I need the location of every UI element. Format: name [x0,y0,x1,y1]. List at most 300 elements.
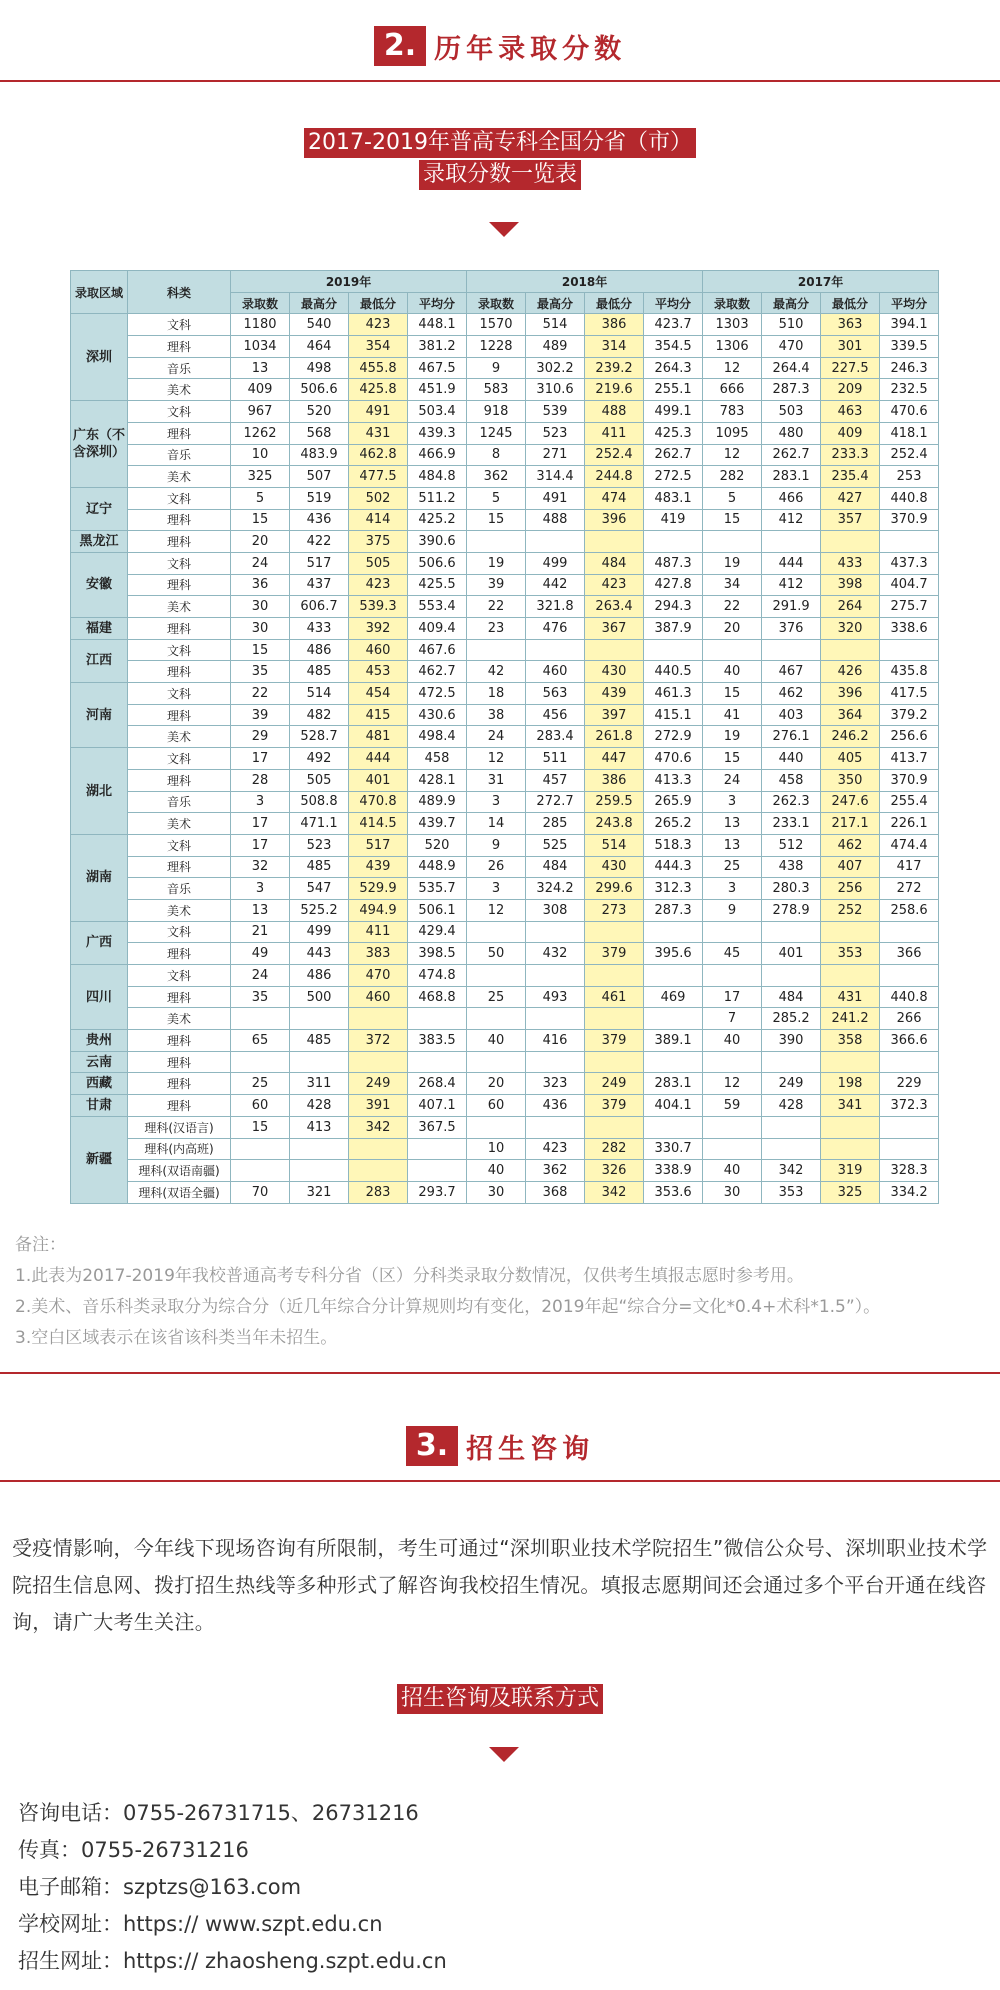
type-cell: 理科 [128,336,231,358]
value-cell: 401 [762,943,821,965]
value-cell [231,1138,290,1160]
value-cell: 540 [290,314,349,336]
value-cell: 253 [880,466,939,488]
min-score-cell: 405 [821,748,880,770]
value-cell: 34 [703,574,762,596]
table-row [71,899,939,921]
value-cell: 38 [467,704,526,726]
type-cell: 音乐 [128,444,231,466]
table-row [71,596,939,618]
value-cell: 49 [231,943,290,965]
table-notes [15,1230,990,1354]
value-cell: 427.8 [644,574,703,596]
min-score-cell [585,965,644,987]
min-score-cell: 342 [349,1116,408,1138]
section-3-number: 3. [406,1426,458,1466]
value-cell: 508.8 [290,791,349,813]
min-score-cell: 460 [349,986,408,1008]
header-min: 最低分 [349,292,408,314]
value-cell: 20 [231,531,290,553]
type-cell: 理科(双语全疆) [128,1181,231,1203]
value-cell: 12 [703,357,762,379]
value-cell: 409 [231,379,290,401]
table-row [71,726,939,748]
value-cell: 432 [526,943,585,965]
value-cell [880,1138,939,1160]
min-score-cell [585,1051,644,1073]
value-cell [880,965,939,987]
min-score-cell [349,1008,408,1030]
value-cell: 17 [231,748,290,770]
value-cell: 13 [231,357,290,379]
value-cell [762,639,821,661]
section-2-title: 历年录取分数 [434,33,627,65]
value-cell [880,1051,939,1073]
type-cell: 音乐 [128,878,231,900]
min-score-cell: 354 [349,336,408,358]
min-score-cell: 409 [821,422,880,444]
value-cell: 13 [703,813,762,835]
value-cell: 362 [526,1160,585,1182]
value-cell: 456 [526,704,585,726]
min-score-cell: 233.3 [821,444,880,466]
value-cell: 367.5 [408,1116,467,1138]
value-cell: 271 [526,444,585,466]
value-cell [467,531,526,553]
value-cell: 1570 [467,314,526,336]
value-cell: 278.9 [762,899,821,921]
value-cell [526,531,585,553]
value-cell: 275.7 [880,596,939,618]
value-cell: 407.1 [408,1095,467,1117]
value-cell: 476 [526,618,585,640]
min-score-cell: 414.5 [349,813,408,835]
header-year-2019: 2019年 [231,271,467,293]
value-cell: 366 [880,943,939,965]
min-score-cell: 505 [349,552,408,574]
value-cell: 485 [290,1030,349,1052]
contact-school-site[interactable]: 学校网址：https:// www.szpt.edu.cn [18,1912,383,1936]
value-cell: 272 [880,878,939,900]
value-cell: 520 [290,401,349,423]
min-score-cell: 430 [585,661,644,683]
value-cell: 417.5 [880,683,939,705]
min-score-cell: 411 [349,921,408,943]
value-cell: 264.3 [644,357,703,379]
min-score-cell: 431 [821,986,880,1008]
note-3: 3.空白区域表示在该省该科类当年未招生。 [15,1328,338,1348]
table-row [71,487,939,509]
value-cell [644,1008,703,1030]
type-cell: 理科(汉语言) [128,1116,231,1138]
type-cell: 理科 [128,856,231,878]
value-cell: 499 [290,921,349,943]
table-row [71,965,939,987]
value-cell [644,639,703,661]
value-cell: 413.3 [644,769,703,791]
table-row [71,618,939,640]
note-1: 1.此表为2017-2019年我校普通高考专科分省（区）分科类录取分数情况，仅供考生填报志愿时参考用。 [15,1266,804,1286]
value-cell: 523 [290,834,349,856]
value-cell: 17 [703,986,762,1008]
value-cell: 283.1 [644,1073,703,1095]
value-cell: 783 [703,401,762,423]
contact-banner-text: 招生咨询及联系方式 [397,1684,603,1714]
table-row [71,379,939,401]
table-row [71,856,939,878]
table-header-years [71,271,939,293]
value-cell [526,921,585,943]
value-cell: 467.5 [408,357,467,379]
min-score-cell: 383 [349,943,408,965]
header-max: 最高分 [526,292,585,314]
value-cell: 25 [231,1073,290,1095]
type-cell: 理科 [128,509,231,531]
min-score-cell: 273 [585,899,644,921]
value-cell: 418.1 [880,422,939,444]
section-2-number: 2. [374,26,426,66]
value-cell [408,1160,467,1182]
value-cell: 379.2 [880,704,939,726]
value-cell: 390 [762,1030,821,1052]
value-cell: 466 [762,487,821,509]
region-cell: 福建 [71,618,128,640]
value-cell [526,639,585,661]
region-cell: 贵州 [71,1030,128,1052]
min-score-cell: 425.8 [349,379,408,401]
value-cell [762,1138,821,1160]
value-cell [703,1051,762,1073]
value-cell: 366.6 [880,1030,939,1052]
value-cell: 518.3 [644,834,703,856]
min-score-cell [821,1051,880,1073]
value-cell: 325 [231,466,290,488]
value-cell: 448.9 [408,856,467,878]
value-cell: 285.2 [762,1008,821,1030]
min-score-cell: 477.5 [349,466,408,488]
table-row [71,336,939,358]
table-row [71,813,939,835]
min-score-cell: 353 [821,943,880,965]
value-cell [467,921,526,943]
value-cell: 372.3 [880,1095,939,1117]
min-score-cell: 431 [349,422,408,444]
min-score-cell: 460 [349,639,408,661]
value-cell [467,965,526,987]
value-cell: 60 [231,1095,290,1117]
type-cell: 文科 [128,683,231,705]
min-score-cell: 397 [585,704,644,726]
contact-email[interactable]: 电子邮箱：szptzs@163.com [18,1875,302,1899]
value-cell: 41 [703,704,762,726]
min-score-cell: 261.8 [585,726,644,748]
value-cell: 506.6 [408,552,467,574]
value-cell: 321 [290,1181,349,1203]
value-cell: 460 [526,661,585,683]
min-score-cell [349,1138,408,1160]
min-score-cell [821,1138,880,1160]
min-score-cell: 401 [349,769,408,791]
region-cell: 四川 [71,965,128,1030]
value-cell: 425.2 [408,509,467,531]
min-score-cell: 241.2 [821,1008,880,1030]
value-cell [880,531,939,553]
min-score-cell: 372 [349,1030,408,1052]
table-row [71,401,939,423]
type-cell: 理科 [128,661,231,683]
min-score-cell: 341 [821,1095,880,1117]
value-cell: 1034 [231,336,290,358]
min-score-cell [349,1160,408,1182]
min-score-cell: 470 [349,965,408,987]
value-cell: 17 [231,813,290,835]
value-cell: 29 [231,726,290,748]
value-cell: 287.3 [644,899,703,921]
value-cell [467,1051,526,1073]
value-cell: 15 [703,509,762,531]
value-cell: 285 [526,813,585,835]
min-score-cell: 414 [349,509,408,531]
value-cell: 282 [703,466,762,488]
value-cell: 437 [290,574,349,596]
value-cell: 12 [703,1073,762,1095]
value-cell [762,921,821,943]
min-score-cell: 364 [821,704,880,726]
value-cell: 9 [467,834,526,856]
min-score-cell [821,531,880,553]
value-cell: 15 [231,509,290,531]
min-score-cell: 484 [585,552,644,574]
min-score-cell: 392 [349,618,408,640]
value-cell: 457 [526,769,585,791]
min-score-cell [821,921,880,943]
value-cell: 368 [526,1181,585,1203]
min-score-cell: 494.9 [349,899,408,921]
min-score-cell [349,1051,408,1073]
type-cell: 理科 [128,1051,231,1073]
value-cell: 45 [703,943,762,965]
value-cell: 283.4 [526,726,585,748]
value-cell: 440.5 [644,661,703,683]
value-cell [762,1051,821,1073]
value-cell: 226.1 [880,813,939,835]
value-cell: 276.1 [762,726,821,748]
value-cell: 3 [467,791,526,813]
value-cell: 246.3 [880,357,939,379]
value-cell: 510 [762,314,821,336]
region-cell: 云南 [71,1051,128,1073]
type-cell: 理科(内高班) [128,1138,231,1160]
value-cell: 15 [703,748,762,770]
value-cell [644,531,703,553]
value-cell: 423.7 [644,314,703,336]
value-cell: 419 [644,509,703,531]
value-cell: 249 [762,1073,821,1095]
min-score-cell: 455.8 [349,357,408,379]
value-cell [526,965,585,987]
min-score-cell: 235.4 [821,466,880,488]
value-cell: 32 [231,856,290,878]
type-cell: 文科 [128,921,231,943]
value-cell: 9 [703,899,762,921]
value-cell: 362 [467,466,526,488]
value-cell: 413 [290,1116,349,1138]
value-cell: 272.7 [526,791,585,813]
value-cell: 403 [762,704,821,726]
value-cell: 390.6 [408,531,467,553]
table-row [71,466,939,488]
value-cell: 528.7 [290,726,349,748]
value-cell: 19 [467,552,526,574]
value-cell: 268.4 [408,1073,467,1095]
min-score-cell: 244.8 [585,466,644,488]
value-cell: 474.8 [408,965,467,987]
table-row [71,1138,939,1160]
value-cell [467,1116,526,1138]
value-cell: 308 [526,899,585,921]
value-cell: 13 [703,834,762,856]
value-cell: 1306 [703,336,762,358]
section-2-divider [0,80,1000,82]
min-score-cell [821,1116,880,1138]
region-cell: 河南 [71,683,128,748]
value-cell: 1245 [467,422,526,444]
value-cell: 468.8 [408,986,467,1008]
value-cell: 470.6 [644,748,703,770]
value-cell: 272.5 [644,466,703,488]
min-score-cell [585,1008,644,1030]
value-cell: 323 [526,1073,585,1095]
value-cell: 507 [290,466,349,488]
min-score-cell: 447 [585,748,644,770]
value-cell: 482 [290,704,349,726]
type-cell: 理科 [128,531,231,553]
value-cell: 280.3 [762,878,821,900]
value-cell: 439.3 [408,422,467,444]
value-cell: 462 [762,683,821,705]
value-cell: 18 [467,683,526,705]
value-cell: 506.1 [408,899,467,921]
value-cell: 35 [231,986,290,1008]
value-cell: 412 [762,509,821,531]
table-row [71,314,939,336]
min-score-cell [585,531,644,553]
table-row [71,1051,939,1073]
header-max: 最高分 [762,292,821,314]
value-cell: 395.6 [644,943,703,965]
value-cell: 520 [408,834,467,856]
table-row [71,921,939,943]
value-cell: 12 [467,899,526,921]
value-cell: 514 [526,314,585,336]
min-score-cell: 283 [349,1181,408,1203]
value-cell [644,1116,703,1138]
value-cell: 22 [703,596,762,618]
min-score-cell: 375 [349,531,408,553]
table-row [71,357,939,379]
header-year-2017: 2017年 [703,271,939,293]
value-cell: 338.6 [880,618,939,640]
value-cell: 40 [703,1160,762,1182]
value-cell: 506.6 [290,379,349,401]
value-cell: 519 [290,487,349,509]
min-score-cell: 263.4 [585,596,644,618]
region-cell: 广西 [71,921,128,964]
header-count: 录取数 [703,292,762,314]
type-cell: 文科 [128,487,231,509]
value-cell: 23 [467,618,526,640]
value-cell: 443 [290,943,349,965]
value-cell: 5 [231,487,290,509]
value-cell [880,639,939,661]
region-cell: 广东（不含深圳） [71,401,128,488]
value-cell: 553.4 [408,596,467,618]
table-banner-line-2: 录取分数一览表 [419,160,581,190]
value-cell: 59 [703,1095,762,1117]
min-score-cell: 488 [585,401,644,423]
table-row [71,1116,939,1138]
table-row [71,1181,939,1203]
value-cell: 505 [290,769,349,791]
header-avg: 平均分 [644,292,703,314]
value-cell: 3 [231,878,290,900]
value-cell [644,921,703,943]
value-cell: 30 [231,618,290,640]
type-cell: 理科 [128,1030,231,1052]
value-cell: 40 [703,661,762,683]
value-cell [290,1138,349,1160]
value-cell [290,1051,349,1073]
value-cell: 480 [762,422,821,444]
value-cell: 458 [762,769,821,791]
value-cell: 7 [703,1008,762,1030]
value-cell: 547 [290,878,349,900]
value-cell: 918 [467,401,526,423]
min-score-cell: 247.6 [821,791,880,813]
value-cell: 485 [290,661,349,683]
value-cell: 430.6 [408,704,467,726]
value-cell: 370.9 [880,769,939,791]
value-cell: 1262 [231,422,290,444]
value-cell: 492 [290,748,349,770]
value-cell [644,1051,703,1073]
value-cell: 36 [231,574,290,596]
value-cell: 489 [526,336,585,358]
value-cell: 24 [703,769,762,791]
type-cell: 理科 [128,618,231,640]
value-cell: 5 [467,487,526,509]
value-cell [526,1051,585,1073]
value-cell: 512 [762,834,821,856]
contact-admission-site[interactable]: 招生网址：https:// zhaosheng.szpt.edu.cn [18,1949,447,1973]
region-cell: 深圳 [71,314,128,401]
value-cell: 444.3 [644,856,703,878]
value-cell: 342 [762,1160,821,1182]
value-cell: 12 [703,444,762,466]
value-cell: 439.7 [408,813,467,835]
value-cell: 486 [290,639,349,661]
min-score-cell: 246.2 [821,726,880,748]
min-score-cell: 319 [821,1160,880,1182]
type-cell: 文科 [128,552,231,574]
value-cell: 462.7 [408,661,467,683]
min-score-cell: 219.6 [585,379,644,401]
value-cell: 404.1 [644,1095,703,1117]
region-cell: 湖北 [71,748,128,835]
min-score-cell: 367 [585,618,644,640]
value-cell: 258.6 [880,899,939,921]
value-cell: 22 [467,596,526,618]
